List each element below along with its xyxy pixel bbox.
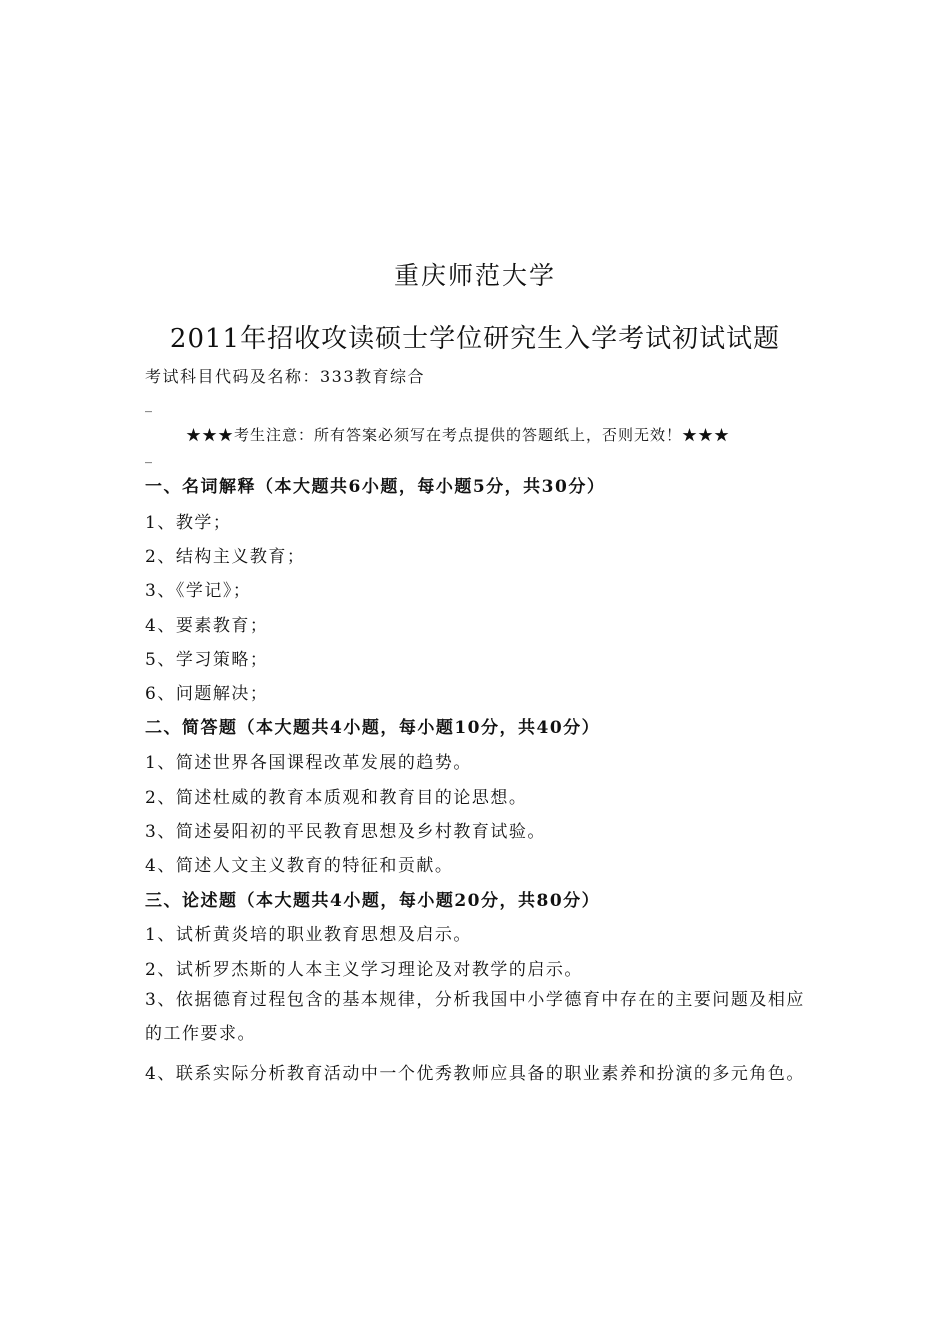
question-item: 2、试析罗杰斯的人本主义学习理论及对教学的启示。: [145, 960, 583, 980]
question-item: 4、联系实际分析教育活动中一个优秀教师应具备的职业素养和扮演的多元角色。: [145, 1064, 805, 1084]
question-item: 4、要素教育；: [145, 616, 269, 636]
section-title: 二、简答题（本大题共4小题，每小题10分，共40分）: [145, 718, 601, 738]
question-item: 1、教学；: [145, 513, 232, 533]
university-name: 重庆师范大学: [393, 261, 556, 290]
question-item: 4、简述人文主义教育的特征和贡献。: [145, 856, 454, 876]
question-item: 1、试析黄炎培的职业教育思想及启示。: [145, 925, 472, 945]
question-item: 1、简述世界各国课程改革发展的趋势。: [145, 753, 472, 773]
question-item: 3、依据德育过程包含的基本规律，分析我国中小学德育中存在的主要问题及相应的工作要求。: [145, 990, 805, 1044]
candidate-notice: ★★★考生注意：所有答案必须写在考点提供的答题纸上，否则无效！★★★: [186, 426, 731, 444]
question-item: 6、问题解决；: [145, 684, 269, 704]
question-item: 3、《学记》；: [145, 581, 252, 601]
question-item: 3、简述晏阳初的平民教育思想及乡村教育试验。: [145, 822, 546, 842]
section-title: 一、名词解释（本大题共6小题，每小题5分，共30分）: [145, 477, 606, 497]
subject-line: 考试科目代码及名称：333教育综合: [145, 367, 426, 386]
section-title: 三、论述题（本大题共4小题，每小题20分，共80分）: [145, 891, 601, 911]
dash-mark: _: [145, 448, 152, 464]
question-item: 2、简述杜威的教育本质观和教育目的论思想。: [145, 788, 528, 808]
dash-mark: _: [145, 397, 152, 413]
exam-title: 2011年招收攻读硕士学位研究生入学考试初试试题: [169, 324, 781, 354]
question-item: 5、学习策略；: [145, 650, 269, 670]
question-item: 2、结构主义教育；: [145, 547, 306, 567]
